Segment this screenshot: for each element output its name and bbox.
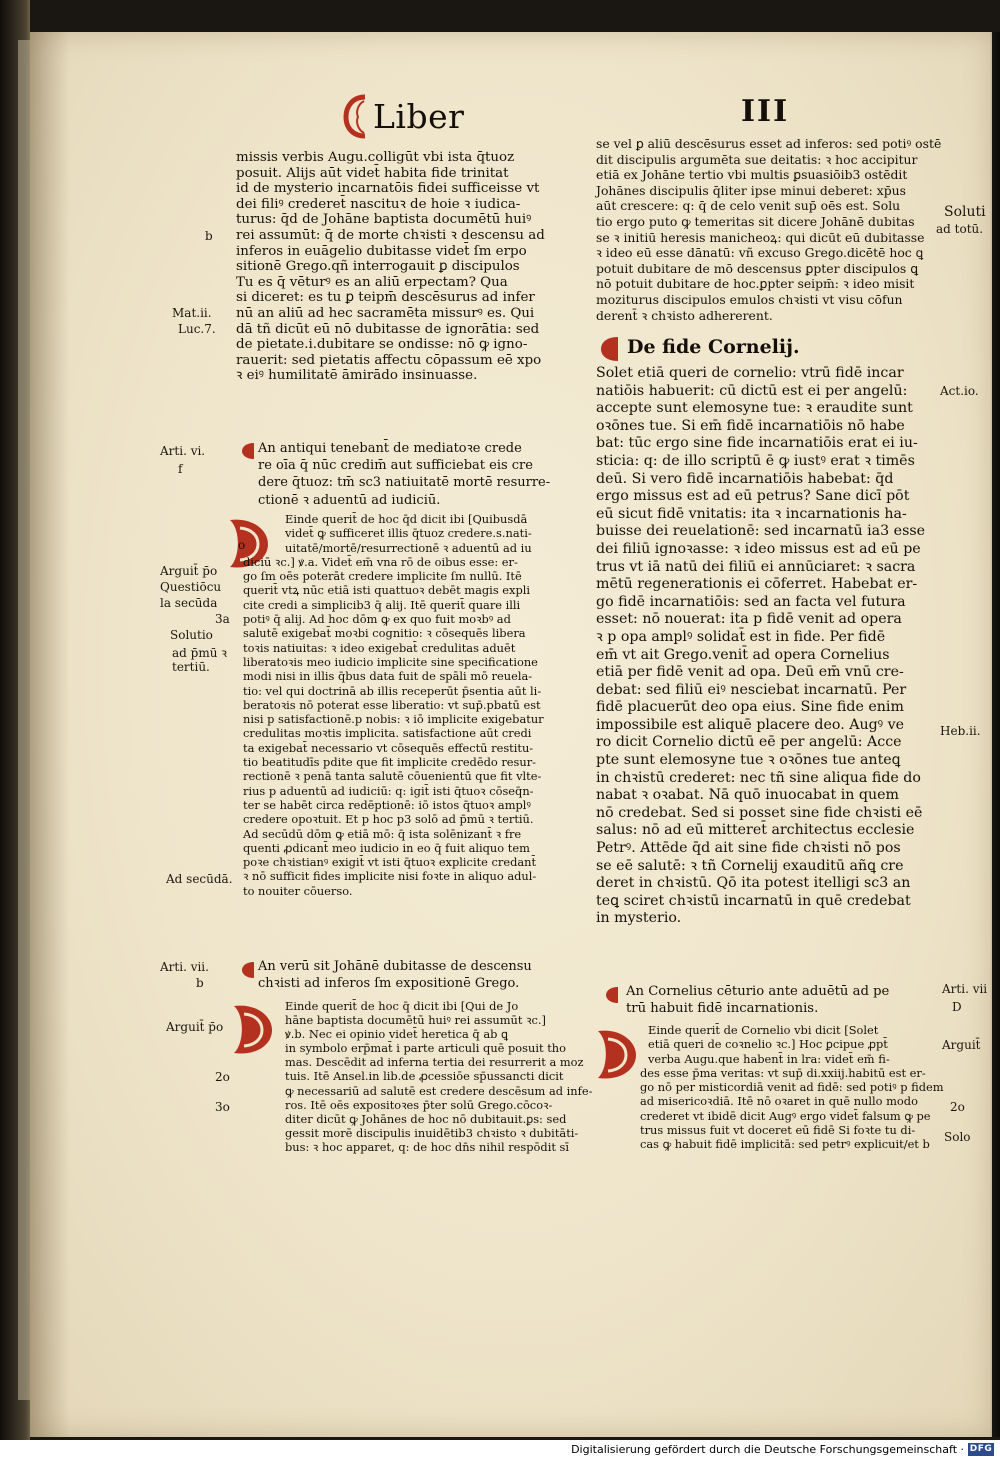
text-line: videt̄ ꝙ sufficeret illis q̄tuoz credere.s.nati-	[285, 526, 532, 541]
text-line: ta exigebat̄ necessario vt cōsequēs effectū restitu-	[243, 740, 534, 755]
margin-note: Questiōcu	[160, 580, 222, 594]
text-line: verba Augu.que habent̄ in lra: videt̄ em̄ fi-	[648, 1051, 890, 1066]
text-line: sitionē Grego.qñ interrogauit ꝑ discipulos	[236, 259, 520, 275]
margin-note: Arti. vi.	[160, 444, 206, 458]
right-column-bottom-text	[640, 1023, 944, 1152]
text-line: natiōis habuerit: cū dictū est ei per angelū:	[596, 382, 908, 399]
text-line: salutē exigebat̄ moꝛbi cognitio: ꝛ cōsequēs libera	[243, 626, 526, 641]
text-line: nabat ꝛ oꝛabat. Nā quō inuocabat in quem	[596, 787, 899, 804]
text-line: in chꝛistū crederet: nec tñ sine aliqua fide do	[596, 769, 921, 786]
right-column-main	[596, 365, 936, 928]
text-line: Solet etiā queri de cornelio: vtrū fidē incar	[596, 365, 904, 381]
text-line: se vel ꝑ aliū descēsurus esset ad inferos: sed potiꝰ ostē	[596, 136, 942, 151]
text-line: Petrꝰ. Attēde q̄d ait sine fide chꝛisti nō pos	[596, 840, 901, 857]
text-line: to nouiter cōuerso.	[243, 883, 353, 898]
svg-text:o: o	[238, 538, 246, 552]
text-line: An antiqui tenebant̄ de mediatoꝛe crede	[258, 441, 522, 456]
text-line: ꝛ nō sufficit fides implicite nisi foꝛte in aliquo adul-	[243, 869, 537, 884]
article-6-question	[258, 440, 588, 509]
text-line: teꝗ sciret chꝛistū incarnatū in quē credebat	[596, 892, 911, 909]
text-line: fidē placuerūt deo opa eius. Sine fide enim	[596, 699, 904, 716]
text-line: debat: sed filiū eiꝰ nesciebat incarnatū. Per	[596, 681, 907, 698]
margin-note: Arguit̄ p̄o	[166, 1020, 224, 1034]
text-line: mētū regenerationis ei cōferret. Habebat er-	[596, 576, 918, 593]
text-line: bus: ꝛ hoc apparet, q: de hoc dn̄s nihil respōdit sī	[285, 1139, 570, 1154]
text-line: diciū ꝛc.] ꝟ.a. Videt̄ em̄ vna rō de oibus esse: er-	[243, 554, 518, 569]
text-line: nō potuit dubitare de hoc.ꝑpter seipm̄: ꝛ ideo misit	[596, 276, 915, 292]
text-line: tio: vel qui doctrinā ab illis receperūt p̄sentia aūt li-	[243, 683, 542, 698]
left-column-top	[236, 150, 581, 384]
text-line: dei filiū ignoꝛasse: ꝛ ideo missus est ad eū pe	[596, 540, 921, 557]
text-line: aūt crescere: q: q̄ de celo venit sup̄ oēs est. Solu	[596, 198, 901, 214]
text-line: diter dicūt ꝙ Johānes de hoc nō dubitauit.ꝑs: sed	[285, 1111, 567, 1126]
text-line: inferos in euāgelio dubitasse videt̄ ſm erpo	[236, 243, 527, 259]
dfg-logo: DFG	[969, 1444, 993, 1454]
cornelius-question	[626, 983, 966, 1017]
text-line: des esse p̄ma veritas: vt sup̄ di.xxiij.habitū est er-	[640, 1065, 926, 1080]
text-line: Einde querit̄ de hoc q̄d dicit ibi [Quibusdā	[285, 512, 528, 526]
left-column-bottom-text	[285, 999, 625, 1154]
text-line: esset: nō nouerat: ita p fidē venit ad opera	[596, 611, 902, 628]
text-line: rius p aduentū ad iudiciū: q: igit̄ isti q̄tuoꝛ cōseq̄n-	[243, 783, 534, 798]
margin-note: Soluti	[944, 204, 986, 220]
margin-note: 2o	[215, 1070, 230, 1084]
text-line: etiā per fidē venit ad opa. Deū em̄ vnū cre-	[596, 664, 904, 681]
margin-note: Arguit̄	[942, 1038, 981, 1052]
running-header-left	[343, 92, 464, 140]
margin-note: b	[205, 229, 213, 243]
margin-note: la secūda	[160, 596, 218, 610]
text-line: se ꝛ initiū heresis manicheoꝝ: qui dicūt eū dubitasse	[596, 229, 925, 245]
text-line: si diceret: es tu ꝑ teipm̄ descēsurus ad infer	[236, 290, 535, 306]
folio-number: III	[741, 94, 790, 129]
text-line: ctionē ꝛ aduentū ad iudiciū.	[258, 492, 441, 508]
text-line: poꝛe chꝛistianꝰ exigit̄ vt isti q̄tuoꝛ explicite credant̄	[243, 855, 537, 870]
text-line: An verū sit Johānē dubitasse de descensu	[258, 959, 532, 974]
text-line: cas ꝙ habuit fidē implicitā: sed petrꝰ explicuit/et b	[640, 1137, 930, 1152]
margin-note: Mat.ii.	[172, 306, 212, 320]
text-line: dere q̄tuoz: tm̄ sc3 natiuitatē mortē resurre-	[258, 475, 551, 491]
margin-note: ad p̄mū ꝛ	[172, 646, 227, 660]
text-line: rauerit: sed pietatis affectu cōpassum eē xpo	[236, 352, 542, 368]
footer-bar	[0, 1440, 1000, 1460]
article-7-question	[258, 958, 588, 992]
text-line: impossibile est aliquē placere deo. Augꝰ ve	[596, 716, 905, 733]
section-heading: De fide Cornelij.	[627, 336, 800, 358]
margin-note: D	[952, 1000, 962, 1014]
text-line: eū sicut fidē vnitatis: ita ꝛ incarnationis ha-	[596, 505, 907, 522]
text-line: potiꝰ q̄ alij. Ad hoc dōm ꝙ ex quo fuit moꝛbꝰ ad	[243, 612, 511, 627]
margin-note: b	[196, 976, 204, 990]
text-line: rectionē ꝛ penā tanta salutē cōuenientū que fit vlte-	[243, 769, 542, 784]
text-line: Tu es q̄ vēturꝰ es an aliū erpectam? Qua	[236, 274, 508, 290]
pilcrow-icon	[240, 960, 260, 980]
pilcrow-icon	[604, 985, 624, 1005]
text-line: Einde querit̄ de Cornelio vbi dicit [Solet	[648, 1023, 879, 1037]
text-line: nisi p satisfactionē.p nobis: ꝛ iō implicite exigebatur	[243, 712, 544, 727]
text-line: pte sunt elemosyne tue ꝛ oꝛōnes tue anteꝗ	[596, 752, 901, 769]
text-line: accepte sunt elemosyne tue: ꝛ eraudite sunt	[596, 400, 913, 417]
text-line: trus vt iā natū dei filiū ei annūciaret: ꝛ sacra	[596, 558, 916, 575]
text-line: ꝛ eiꝰ humilitatē āmirādo insinuasse.	[236, 368, 478, 384]
margin-note: ad totū.	[936, 222, 984, 236]
pilcrow-icon	[240, 441, 260, 461]
text-line: moziturus discipulos emulos chꝛisti vt visu cōfun	[596, 291, 903, 307]
decorated-initial-D-icon	[590, 1025, 640, 1083]
text-line: in symbolo erp̄mat̄ i parte articuli quē posuit tho	[285, 1041, 566, 1056]
pilcrow-icon	[598, 334, 624, 364]
text-line: tio ergo puto ꝙ temeritas sit dicere Johānē dubitas	[596, 213, 915, 229]
text-line: dit discipulis argumēta sue deitatis: ꝛ hoc accipitur	[596, 151, 918, 167]
text-line: go fidē incarnatiōis: sed an facta vel futura	[596, 593, 906, 610]
text-line: credulitas moꝛtis implicita. satisfactione aūt credi	[243, 726, 532, 741]
text-line: missis verbis Augu.colligūt vbi ista q̄tuoz	[236, 150, 515, 165]
text-line: go ſm oēs poterāt credere implicite ſm nullū. Itē	[243, 569, 522, 584]
text-line: nō credebat. Sed si posset sine fide chꝛisti eē	[596, 804, 923, 821]
text-line: em̄ vt ait Grego.venit̄ ad opera Cornelius	[596, 646, 890, 663]
text-line: chꝛisti ad inferos ſm expositionē Grego.	[258, 976, 520, 992]
text-line: Johānes discipulis q̄liter ipse minui deberet: xp̄us	[596, 182, 906, 198]
margin-note: Solutio	[170, 628, 213, 642]
text-line: in mysterio.	[596, 910, 682, 927]
text-line: cite credi a simplicib3 q̄ alij. Itē querit̄ quare illi	[243, 597, 521, 612]
text-line: buisse dei reuelationē: sed incarnatū ia3 esse	[596, 523, 926, 540]
decorated-initial-D-icon	[226, 1000, 276, 1058]
text-line: posuit. Alijs aūt videt̄ habita fide trinitat	[236, 165, 509, 181]
margin-note: Act.io.	[940, 384, 979, 398]
margin-note: 2o	[950, 1100, 965, 1114]
margin-note: Luc.7.	[178, 322, 216, 336]
margin-note: Solo	[944, 1130, 971, 1144]
text-line: dei filiꝰ crederet̄ nascituꝛ de hoie ꝛ iudica-	[236, 196, 521, 212]
text-line: deret in chꝛistū. Qō ita potest itelligi sc3 an	[596, 875, 911, 892]
text-line: ꝟ.b. Nec ei opinio videt̄ heretica q̄ ab ꝗ	[285, 1027, 509, 1042]
text-line: ad misericoꝛdiā. Itē nō oꝛaret in quē nullo modo	[640, 1094, 918, 1109]
text-line: potuit dubitare de mō descensus ꝑpter discipulos ꝗ	[596, 260, 919, 276]
text-line: sticia: q: de illo scriptū ē ꝙ iustꝰ erat ꝛ timēs	[596, 452, 915, 469]
text-line: dā tñ dicūt eū nō dubitasse de ignorātia: sed	[236, 321, 540, 337]
margin-note: 3a	[215, 612, 230, 626]
text-line: liberatoꝛis meo iudicio implicite sine specificatione	[243, 654, 538, 669]
right-edge-shadow	[990, 32, 1000, 1437]
text-line: salus: nō ad eū mitteret̄ architectus ecclesie	[596, 822, 915, 839]
header-title: Liber	[373, 96, 465, 136]
text-line: re oīa q̄ nūc credim̄ aut sufficiebat eis cre	[258, 458, 533, 474]
text-line: uitatē/mortē/resurrectionē ꝛ aduentū ad iu	[285, 540, 532, 555]
text-line: oꝛōnes tue. Si em̄ fidē incarnatiōis nō habe	[596, 417, 905, 434]
margin-note: f	[178, 462, 183, 476]
margin-note: Arti. vii	[942, 982, 988, 996]
text-line: id de mysterio incarnatōis fidei sufficeisse vt	[236, 181, 540, 197]
margin-note: 3o	[215, 1100, 230, 1114]
right-column-top	[596, 136, 942, 323]
text-line: gessit morē discipulis inuidētib3 chꝛisto ꝛ dubitāti-	[285, 1125, 579, 1140]
text-line: etiā ex Johāne tertio vbi multis ꝑsuasiōib3 ostēdit	[596, 167, 908, 183]
left-column-small-text	[243, 512, 583, 898]
text-line: ergo missus est ad eū petrus? Sane dicī pōt	[596, 488, 910, 505]
text-line: ꝛ p opa amplꝰ solidat̄ est in fide. Per fidē	[596, 628, 886, 645]
text-line: se eē salutē: ꝛ tñ Cornelij exauditū añꝗ cre	[596, 857, 904, 874]
text-line: Ad secūdū dōm ꝙ etiā mō: q̄ ista solēnizant̄ ꝛ fre	[243, 826, 522, 841]
margin-note: tertiū.	[172, 660, 210, 674]
text-line: ter se habēt circa redēptionē: iō istos q̄tuoꝛ amplꝰ	[243, 797, 531, 812]
text-line: ros. Itē oēs expositoꝛes p̄ter solū Grego.cōcoꝛ-	[285, 1097, 553, 1112]
text-line: beratoꝛis nō poterat esse liberatio: vt sup̄.pbatū est	[243, 697, 541, 712]
page-fold-shadow	[30, 32, 70, 1437]
text-line: mas. Descēdit ad inferna tertia dei resurrerit a moz	[285, 1055, 584, 1070]
text-line: tio beatitudīs pdite que fit implicite credēdo resur-	[243, 755, 537, 770]
footer-credit: Digitalisierung gefördert durch die Deutsche Forschungsgemeinschaft ·	[571, 1443, 964, 1456]
text-line: etiā queri de coꝛnelio ꝛc.] Hoc ꝑcipue ꝓpt̄	[648, 1037, 888, 1052]
text-line: crederet vt ibidē dicit Augꝰ ergo videt̄ falsum ꝙ pe	[640, 1108, 931, 1123]
margin-note: Heb.ii.	[940, 724, 981, 738]
margin-note: Arti. vii.	[160, 960, 209, 974]
text-line: ꝛ ideo eū esse dānatū: vñ excuso Grego.dicētē hoc ꝗ	[596, 245, 924, 261]
text-line: trus missus fuit vt doceret eū fidē Si foꝛte tu di-	[640, 1123, 916, 1138]
text-line: deū. Si vero fidē incarnatiōis habebat: q̄d	[596, 470, 894, 487]
text-line: nū an aliū ad hec sacramēta missurꝰ es. Qui	[236, 305, 535, 321]
text-line: credere opoꝛtuit. Et p hoc p3 solō ad p̄mū ꝛ tertiū.	[243, 812, 534, 827]
margin-note: Arguit̄ p̄o	[160, 564, 218, 578]
text-line: ꝙ necessariū ad salutē est credere descēsum ad infe-	[285, 1083, 593, 1098]
text-line: turus: q̄d de Johāne baptista documētū huiꝰ	[236, 212, 532, 228]
text-line: derent̄ ꝛ chꝛisto adhererent.	[596, 307, 773, 323]
text-line: toꝛis natiuitas: ꝛ ideo exigebat̄ credulitas aduēt	[243, 640, 516, 655]
text-line: modi nisi in illis q̄bus data fuit de spāli mō reuela-	[243, 669, 533, 684]
text-line: Einde querit̄ de hoc q̄ dicit ibi [Qui de Jo	[285, 999, 519, 1013]
text-line: An Cornelius cēturio ante aduētū ad pe	[626, 984, 890, 999]
decorated-initial-L-icon	[343, 93, 373, 139]
margin-note: Ad secūdā.	[166, 872, 233, 886]
text-line: quenti ꝓdicant̄ meo iudicio in eo q̄ fuit aliquo tem	[243, 840, 530, 855]
text-line: querit̄ vtꝝ nūc etiā isti quattuoꝛ debēt magis expli	[243, 583, 531, 598]
text-line: de pietate.i.dubitare se ondisse: nō ꝙ igno-	[236, 337, 528, 353]
text-line: go nō per misticordiā venit ad fidē: sed potiꝰ p fidem	[640, 1080, 944, 1095]
text-line: bat: tūc ergo sine fide incarnatiōis erat ei iu-	[596, 435, 918, 452]
text-line: ro dicit Cornelio dictū eē per angelū: Acce	[596, 734, 902, 751]
text-line: tuis. Itē Ansel.in lib.de ꝓcessiōe sp̄ussancti dicit	[285, 1069, 564, 1084]
text-line: hāne baptista documētū huiꝰ rei assumūt ꝛc.]	[285, 1013, 546, 1028]
text-line: trū habuit fidē incarnationis.	[626, 1001, 819, 1017]
text-line: rei assumūt: q̄ de morte chꝛisti ꝛ descensu ad	[236, 227, 545, 243]
